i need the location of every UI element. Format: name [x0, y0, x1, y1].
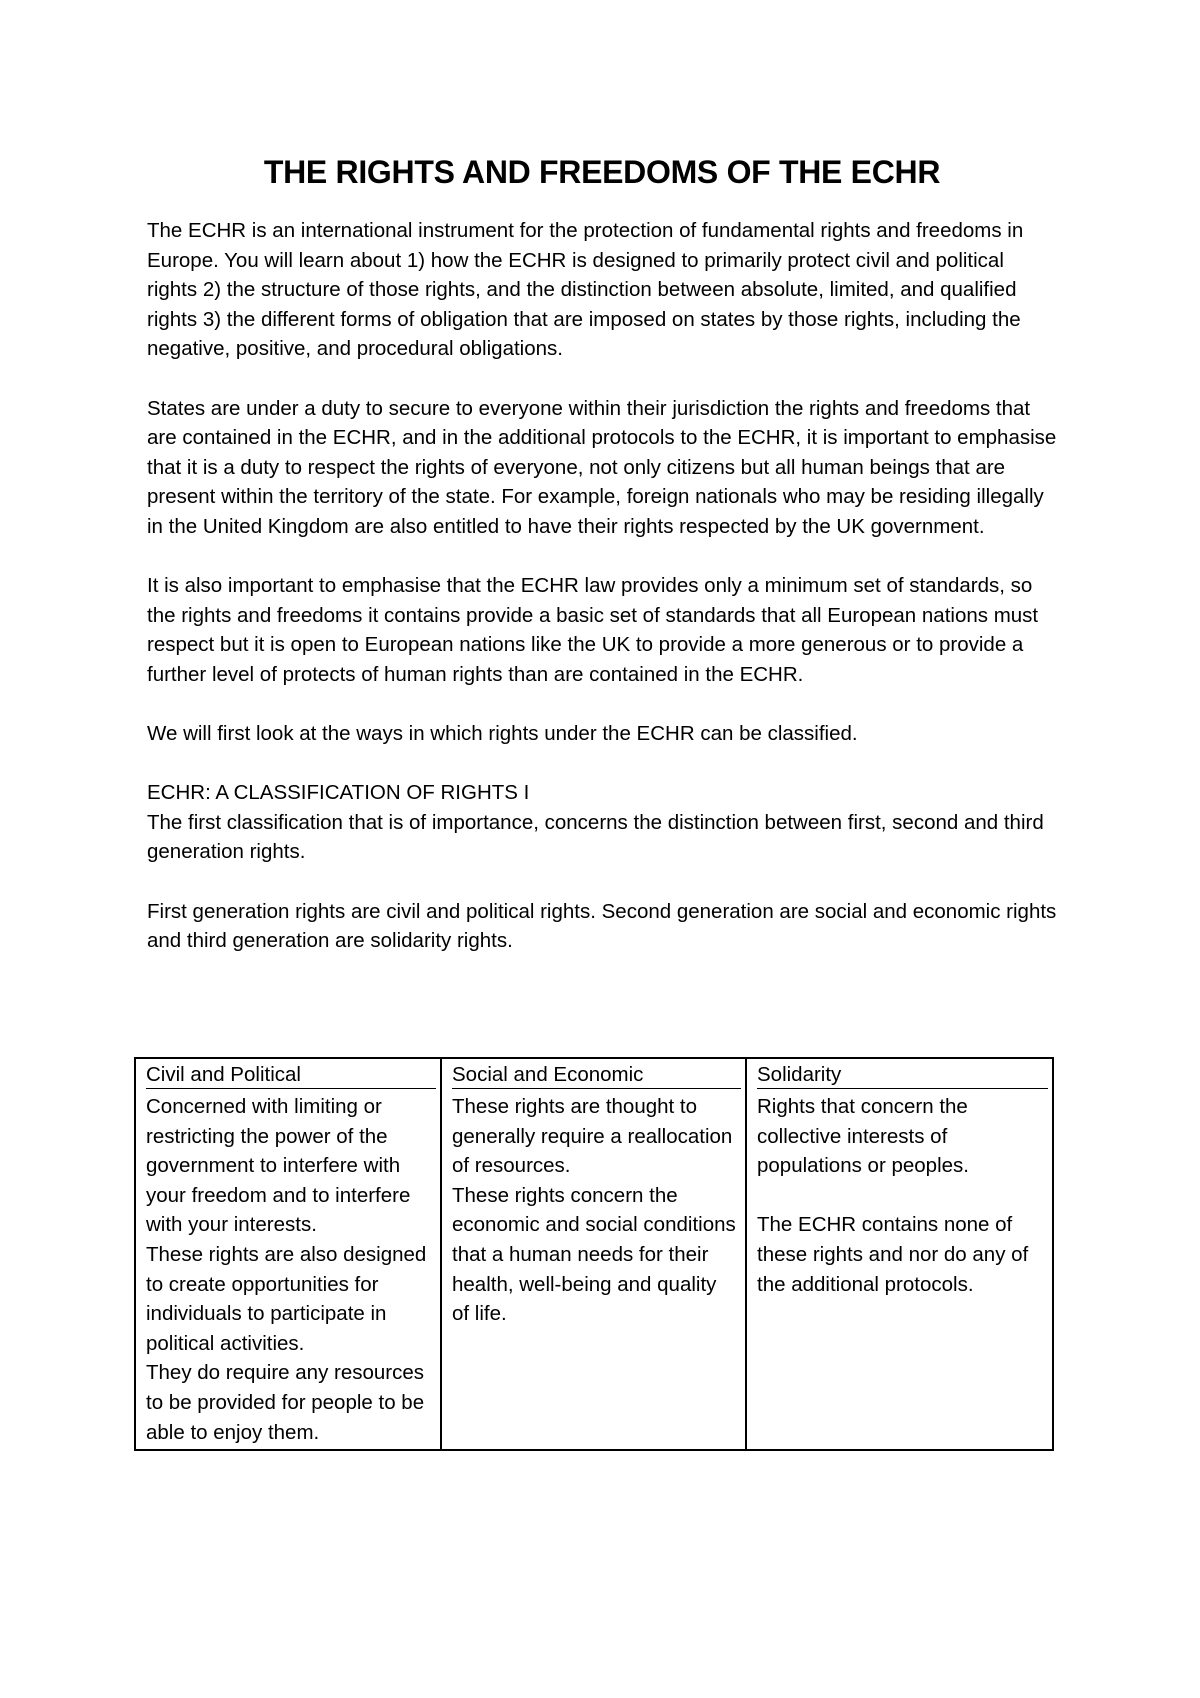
document-title: THE RIGHTS AND FREEDOMS OF THE ECHR — [263, 154, 941, 190]
generation-definitions-paragraph: First generation rights are civil and political rights. Second generation are social and economic rights and third generation are solidarity rights. — [147, 899, 1057, 953]
header-civil-political: Civil and Political — [135, 1058, 441, 1090]
solidarity-text-2: The ECHR contains none of these rights and nor do any of the additional protocols. — [757, 1213, 1029, 1296]
cell-spacer — [757, 1181, 1044, 1211]
classification-intro-paragraph: We will first look at the ways in which rights under the ECHR can be classified. — [147, 722, 858, 746]
cell-civil-political — [135, 1090, 441, 1450]
social-economic-text-1: These rights are thought to generally require a reallocation of resources. — [452, 1095, 733, 1178]
intro-paragraph: The ECHR is an international instrument for the protection of fundamental rights and freedoms in Europe. You will learn about 1) how the ECHR is designed to primarily protect civil and political rights 2) the structure of those rights, and the distinction between absolute, limited, and qualified rights 3) the different forms of obligation that are imposed on states by those rights, including the negative, positive, and procedural obligations. — [147, 219, 1024, 361]
civil-political-text-1: Concerned with limiting or restricting the power of the government to interfere with your freedom and to interfere with your interests. — [146, 1095, 411, 1237]
cell-social-economic — [441, 1090, 746, 1450]
rights-classification-table — [134, 1057, 1054, 1451]
table-row — [135, 1090, 1053, 1450]
solidarity-text-1: Rights that concern the collective interests of populations or peoples. — [757, 1095, 969, 1178]
document-body — [147, 150, 1057, 956]
section-heading: ECHR: A CLASSIFICATION OF RIGHTS I — [147, 781, 530, 805]
civil-political-text-3: They do require any resources to be provided for people to be able to enjoy them. — [146, 1361, 425, 1444]
table-header-row — [135, 1058, 1053, 1090]
minimum-standards-paragraph: It is also important to emphasise that the ECHR law provides only a minimum set of standards, so the rights and freedoms it contains provide a basic set of standards that all European nations must respect but it is open to European nations like the UK to provide a more generous or to provide a further level of protects of human rights than are contained in the ECHR. — [147, 574, 1039, 686]
social-economic-text-2: These rights concern the economic and social conditions that a human needs for their health, well-being and quality of life. — [452, 1183, 736, 1326]
cell-solidarity — [746, 1090, 1053, 1450]
header-solidarity: Solidarity — [746, 1058, 1053, 1090]
header-social-economic: Social and Economic — [441, 1058, 746, 1090]
civil-political-text-2: These rights are also designed to create opportunities for individuals to participate in political activities. — [146, 1242, 427, 1355]
jurisdiction-paragraph: States are under a duty to secure to everyone within their jurisdiction the rights and freedoms that are contained in the ECHR, and in the additional protocols to the ECHR, it is important to emphasise that it is a duty to respect the rights of everyone, not only citizens but all human beings that are present within the territory of the state. For example, foreign nationals who may be residing illegally in the United Kingdom are also entitled to have their rights respected by the UK government. — [147, 396, 1057, 538]
generation-distinction-paragraph: The first classification that is of importance, concerns the distinction between first, second and third generation rights. — [147, 810, 1044, 864]
